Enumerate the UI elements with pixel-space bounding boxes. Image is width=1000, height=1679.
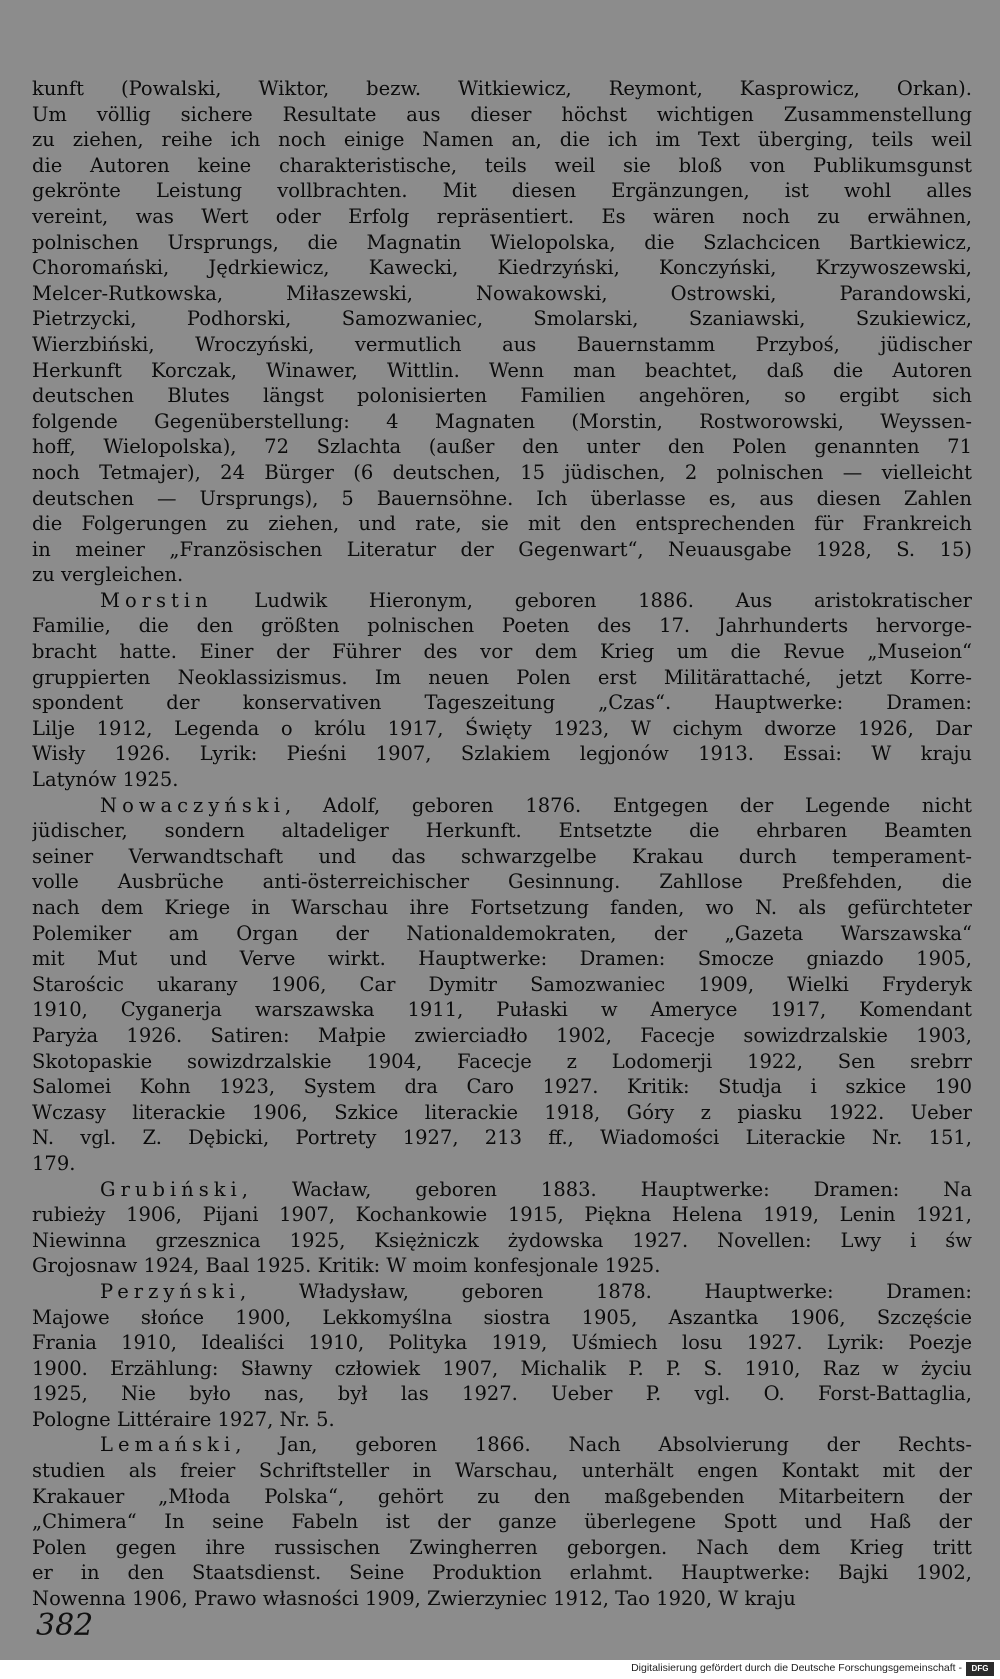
footer-bar — [0, 1660, 1000, 1679]
text-line: Lilje 1912, Legenda o królu 1917, Święty 1923, W cichym dworze 1926, Dar — [32, 716, 972, 740]
text-line: seiner Verwandtschaft und das schwarzgelbe Krakau durch temperament- — [32, 844, 972, 868]
dfg-logo-icon: DFG — [966, 1662, 994, 1676]
text-line: deutschen — Ursprungs), 5 Bauernsöhne. Ich überlasse es, aus diesen Zahlen — [32, 486, 972, 510]
text-line: studien als freier Schriftsteller in Warschau, unterhält engen Kontakt mit der — [32, 1459, 972, 1483]
text-line: Herkunft Korczak, Winawer, Wittlin. Wenn man beachtet, daß die Autoren — [32, 358, 972, 382]
text-line: polnischen Ursprungs, die Magnatin Wielopolska, die Szlachcicen Bartkiewicz, — [32, 230, 972, 254]
text-line: Majowe słońce 1900, Lekkomyślna siostra 1905, Aszantka 1906, Szczęście — [32, 1305, 972, 1329]
text-line: gekrönte Leistung vollbrachten. Mit diesen Ergänzungen, ist wohl alles — [32, 179, 972, 203]
text-line: hoff, Wielopolska), 72 Szlachta (außer den unter den Polen genannten 71 — [32, 435, 972, 459]
text-line: Latynów 1925. — [32, 768, 179, 792]
text-line: Polen gegen ihre russischen Zwingherren geborgen. Nach dem Krieg tritt — [32, 1535, 972, 1559]
text-line: Choromański, Jędrkiewicz, Kawecki, Kiedrzyński, Konczyński, Krzywoszewski, — [32, 256, 972, 280]
text-line: gruppierten Neoklassizismus. Im neuen Polen erst Militärattaché, jetzt Korre- — [32, 665, 972, 689]
text-line: 1910, Cyganerja warszawska 1911, Pułaski w Ameryce 1917, Komendant — [32, 998, 972, 1022]
text-line: jüdischer, sondern altadeliger Herkunft. Entsetzte die ehrbaren Beamten — [32, 819, 972, 843]
text-line: Polemiker am Organ der Nationaldemokraten, der „Gazeta Warszawska“ — [32, 921, 972, 945]
text-line: Skotopaskie sowizdrzalskie 1904, Facecje z Lodomerji 1922, Sen srebrr — [32, 1049, 972, 1073]
text-line: zu ziehen, reihe ich noch einige Namen an, die ich im Text überging, teils weil — [32, 128, 972, 152]
text-line: Pologne Littéraire 1927, Nr. 5. — [32, 1407, 335, 1431]
text-line: Krakauer „Młoda Polska“, gehört zu den maßgebenden Mitarbeitern der — [32, 1484, 972, 1508]
text-column — [32, 76, 972, 1612]
text-line: vereint, was Wert oder Erfolg repräsentiert. Es wären noch zu erwähnen, — [32, 204, 972, 228]
text-line: Wisły 1926. Lyrik: Pieśni 1907, Szlakiem legjonów 1913. Essai: W kraju — [32, 742, 972, 766]
text-line: Perzyński, Władysław, geboren 1878. Hauptwerke: Dramen: — [100, 1279, 972, 1303]
text-line: 1925, Nie było nas, był las 1927. Ueber P. vgl. O. Forst-Battaglia, — [32, 1382, 972, 1406]
text-line: Lemański, Jan, geboren 1866. Nach Absolvierung der Rechts- — [100, 1433, 972, 1457]
text-line: Salomei Kohn 1923, System dra Caro 1927. Kritik: Studja i szkice 190 — [32, 1075, 972, 1099]
text-line: volle Ausbrüche anti-österreichischer Gesinnung. Zahllose Preßfehden, die — [32, 870, 972, 894]
text-line: die Autoren keine charakteristische, teils weil sie bloß von Publikumsgunst — [32, 153, 972, 177]
text-line: nach dem Kriege in Warschau ihre Fortsetzung fanden, wo N. als gefürchteter — [32, 896, 972, 919]
text-line: Grojosnaw 1924, Baal 1925. Kritik: W moim konfesjonale 1925. — [32, 1254, 661, 1278]
text-line: in meiner „Französischen Literatur der Gegenwart“, Neuausgabe 1928, S. 15) — [32, 537, 972, 561]
author-name: Nowaczyński — [100, 793, 285, 817]
text-line: spondent der konservativen Tageszeitung „Czas“. Hauptwerke: Dramen: — [32, 691, 972, 715]
text-line: die Folgerungen zu ziehen, und rate, sie mit den entsprechenden für Frankreich — [32, 512, 972, 536]
text-line: er in den Staatsdienst. Seine Produktion erlahmt. Hauptwerke: Bajki 1902, — [32, 1561, 972, 1585]
author-name: Grubiński — [100, 1177, 242, 1201]
text-line: zu vergleichen. — [32, 563, 184, 587]
text-line: Frania 1910, Idealiści 1910, Polityka 1919, Uśmiech losu 1927. Lyrik: Poezje — [32, 1331, 972, 1355]
text-line: Wierzbiński, Wroczyński, vermutlich aus Bauernstamm Przyboś, jüdischer — [32, 332, 972, 356]
author-name: Lemański — [100, 1433, 236, 1457]
text-line: Nowenna 1906, Prawo własności 1909, Zwierzyniec 1912, Tao 1920, W kraju — [32, 1587, 796, 1611]
text-line: kunft (Powalski, Wiktor, bezw. Witkiewicz, Reymont, Kasprowicz, Orkan). — [32, 77, 972, 100]
text-line: Um völlig sichere Resultate aus dieser höchst wichtigen Zusammenstellung — [32, 102, 972, 126]
text-line: Pietrzycki, Podhorski, Samozwaniec, Smolarski, Szaniawski, Szukiewicz, — [32, 307, 972, 331]
text-line: noch Tetmajer), 24 Bürger (6 deutschen, 15 jüdischen, 2 polnischen — vielleicht — [32, 460, 972, 484]
text-line: N. vgl. Z. Dębicki, Portrety 1927, 213 ff., Wiadomości Literackie Nr. 151, — [32, 1126, 972, 1150]
text-line: Familie, die den größten polnischen Poeten des 17. Jahrhunderts hervorge- — [32, 614, 972, 638]
author-name: Perzyński — [100, 1279, 241, 1303]
text-line: deutschen Blutes längst polonisierten Familien angehören, so ergibt sich — [32, 384, 972, 408]
author-name: Morstin — [100, 588, 213, 612]
text-line: mit Mut und Verve wirkt. Hauptwerke: Dramen: Smocze gniazdo 1905, — [32, 947, 972, 971]
text-line: Wczasy literackie 1906, Szkice literackie 1918, Góry z piasku 1922. Ueber — [32, 1100, 972, 1124]
text-line: „Chimera“ In seine Fabeln ist der ganze überlegene Spott und Haß der — [32, 1510, 972, 1534]
text-line: Niewinna grzesznica 1925, Księżniczk żydowska 1927. Novellen: Lwy i św — [32, 1228, 972, 1252]
text-line: 179. — [32, 1151, 76, 1175]
text-line: folgende Gegenüberstellung: 4 Magnaten (Morstin, Rostworowski, Weyssen- — [32, 409, 972, 433]
text-line: bracht hatte. Einer der Führer des vor dem Krieg um die Revue „Museion“ — [32, 640, 972, 664]
text-line: Morstin Ludwik Hieronym, geboren 1886. Aus aristokratischer — [100, 588, 972, 612]
text-line: Grubiński, Wacław, geboren 1883. Hauptwerke: Dramen: Na — [100, 1177, 972, 1201]
text-line: 1900. Erzählung: Sławny człowiek 1907, Michalik P. P. S. 1910, Raz w życiu — [32, 1356, 972, 1380]
text-line: Starościc ukarany 1906, Car Dymitr Samozwaniec 1909, Wielki Fryderyk — [32, 972, 972, 996]
text-line: Nowaczyński, Adolf, geboren 1876. Entgegen der Legende nicht — [100, 793, 972, 817]
text-line: Paryża 1926. Satiren: Małpie zwierciadło 1902, Facecje sowizdrzalskie 1903, — [32, 1023, 972, 1047]
text-line: Melcer-Rutkowska, Miłaszewski, Nowakowski, Ostrowski, Parandowski, — [32, 281, 972, 305]
text-line: rubieży 1906, Pijani 1907, Kochankowie 1915, Piękna Helena 1919, Lenin 1921, — [32, 1203, 972, 1227]
page-number: 382 — [36, 1608, 94, 1643]
footer-credit: Digitalisierung gefördert durch die Deutsche Forschungsgemeinschaft - — [631, 1662, 962, 1674]
